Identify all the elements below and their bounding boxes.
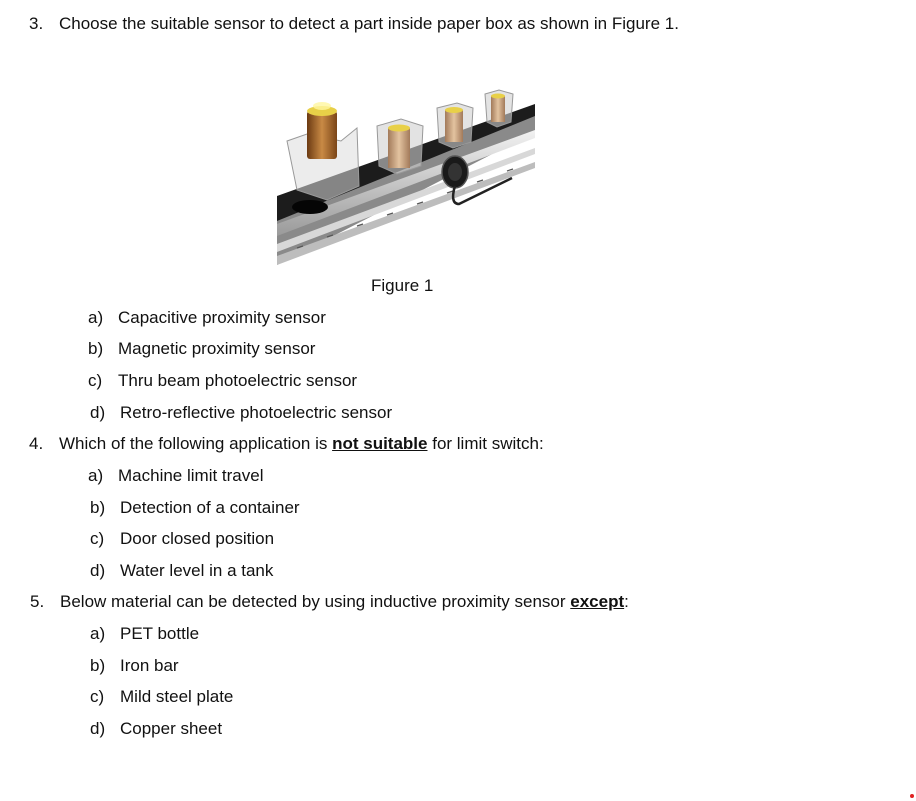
option-text: Copper sheet [120, 719, 223, 738]
option-text: Mild steel plate [120, 687, 234, 706]
option-letter: b) [88, 339, 104, 358]
question-text-before: Which of the following application is [59, 434, 333, 453]
option-letter: d) [90, 561, 106, 580]
question-number: 4. [29, 434, 44, 453]
conveyor-sensor-figure [277, 86, 535, 265]
question-emphasis: not suitable [332, 434, 428, 453]
option-letter: a) [88, 308, 104, 327]
q5-option-c [90, 687, 233, 707]
option-letter: b) [90, 656, 106, 675]
question-4 [29, 434, 544, 454]
q4-option-d [90, 561, 273, 581]
q4-option-a [88, 466, 264, 486]
question-text-before: Below material can be detected by using inductive proximity sensor [60, 592, 571, 611]
option-text: Iron bar [120, 656, 179, 675]
q4-option-b [90, 498, 300, 518]
option-text: Thru beam photoelectric sensor [118, 371, 358, 390]
q3-option-b [88, 339, 315, 359]
option-text: Detection of a container [120, 498, 300, 517]
option-letter: c) [90, 529, 105, 548]
option-text: Capacitive proximity sensor [118, 308, 326, 327]
option-text: Magnetic proximity sensor [118, 339, 316, 358]
option-letter: d) [90, 403, 106, 422]
option-letter: a) [90, 624, 106, 643]
option-letter: a) [88, 466, 104, 485]
option-text: Door closed position [120, 529, 275, 548]
question-number: 3. [29, 14, 44, 33]
figure-caption: Figure 1 [371, 276, 434, 295]
q3-option-a [88, 308, 326, 328]
q3-option-d [90, 403, 392, 423]
q4-option-c [90, 529, 274, 549]
option-text: Machine limit travel [118, 466, 264, 485]
option-letter: d) [90, 719, 106, 738]
option-text: Retro-reflective photoelectric sensor [120, 403, 393, 422]
option-letter: b) [90, 498, 106, 517]
question-text-after: for limit switch: [427, 434, 544, 453]
q3-option-c [88, 371, 357, 391]
question-emphasis: except [570, 592, 625, 611]
question-text-after: : [624, 592, 629, 611]
question-5 [30, 592, 629, 612]
red-dot-marker [910, 794, 914, 798]
option-text: Water level in a tank [120, 561, 274, 580]
q5-option-b [90, 656, 179, 676]
question-3 [29, 14, 679, 34]
question-number: 5. [30, 592, 45, 611]
q5-option-a [90, 624, 199, 644]
option-letter: c) [90, 687, 105, 706]
question-text: Choose the suitable sensor to detect a part inside paper box as shown in Figure 1. [59, 14, 679, 33]
option-letter: c) [88, 371, 103, 390]
option-text: PET bottle [120, 624, 200, 643]
q5-option-d [90, 719, 222, 739]
